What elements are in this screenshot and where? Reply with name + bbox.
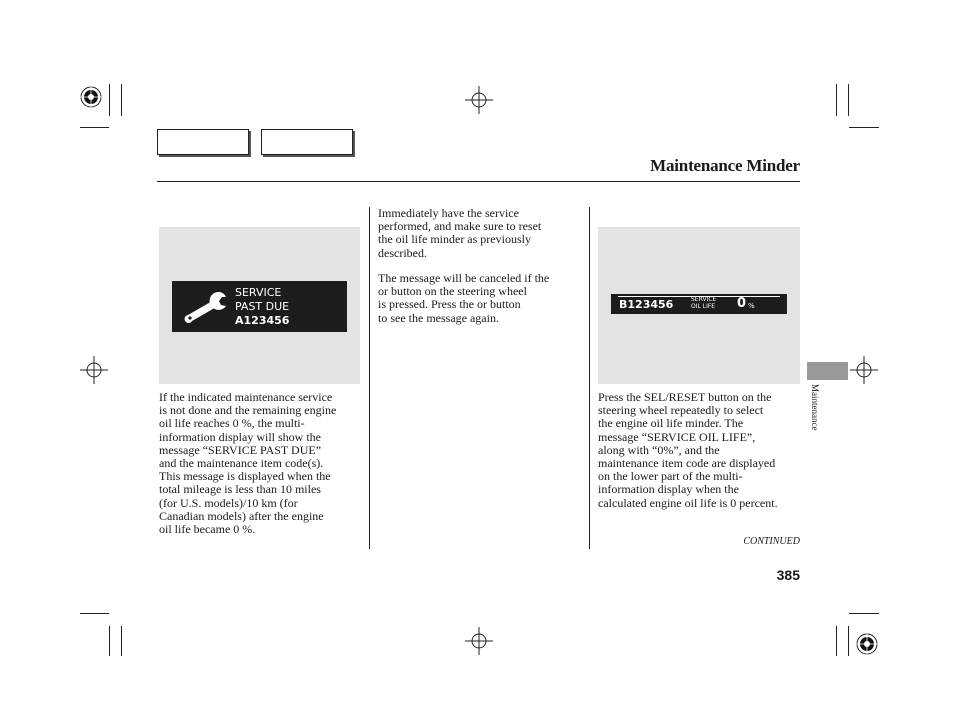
wrench-icon <box>180 288 232 324</box>
display-item-code: B123456 <box>619 298 674 311</box>
crop-line <box>836 626 837 656</box>
registration-crosshair-icon <box>850 356 878 384</box>
figure-service-oil-life <box>598 227 800 384</box>
column-divider <box>589 207 590 549</box>
crop-line <box>121 626 122 656</box>
page-number: 385 <box>776 567 800 583</box>
crop-line <box>109 84 110 116</box>
registration-crosshair-icon <box>80 356 108 384</box>
continued-label: CONTINUED <box>743 536 800 547</box>
crop-line <box>849 613 879 614</box>
display-line-past-due: PAST DUE <box>235 300 290 313</box>
display-percent-value: 0 <box>737 296 747 311</box>
right-column-text: Press the SEL/RESET button on the steering wheel repeatedly to select the engine oil life minder. The message “SERVICE OIL LIFE”, along with “0%”, and the maintenance item code are displayed on the lower part of the multi- information display when the calculated engine oil life is 0 percent. <box>598 390 778 510</box>
middle-column-text-1: Immediately have the service performed, and make sure to reset the oil life minder as previously described. <box>378 206 542 260</box>
registration-target-icon <box>856 633 878 655</box>
multi-info-display <box>172 281 347 332</box>
left-column-text: If the indicated maintenance service is not done and the remaining engine oil life reaches 0 %, the multi- information display will show the message “SERVICE PAST DUE” and the maintenance item code(s). This message is displayed when the total mileage is less than 10 miles (for U.S. models)/10 km (for Canadian models) after the engine oil life became 0 %. <box>159 390 337 537</box>
section-tab-label: Maintenance <box>810 384 820 431</box>
nav-tab-index[interactable] <box>261 129 353 155</box>
section-tab[interactable] <box>807 362 848 380</box>
crop-line <box>109 626 110 656</box>
nav-tab-contents[interactable] <box>157 129 249 155</box>
crop-line <box>836 84 837 116</box>
middle-column-text-2: The message will be canceled if the or button on the steering wheel is pressed. Press the or button to see the message again. <box>378 271 550 325</box>
display-label-service: SERVICE <box>691 296 717 303</box>
page-title: Maintenance Minder <box>650 156 800 175</box>
registration-crosshair-icon <box>465 627 493 655</box>
multi-info-display <box>611 294 787 314</box>
display-percent-sign: % <box>748 302 755 310</box>
crop-line <box>848 84 849 116</box>
display-label-oil-life: OIL LIFE <box>691 303 716 310</box>
display-item-code: A123456 <box>235 314 290 327</box>
crop-line <box>848 626 849 656</box>
header-rule <box>157 181 800 182</box>
crop-line <box>80 613 109 614</box>
display-line-service: SERVICE <box>235 286 282 299</box>
figure-service-past-due <box>159 227 360 384</box>
crop-line <box>849 127 879 128</box>
crop-line <box>121 84 122 116</box>
registration-target-icon <box>80 86 102 108</box>
column-divider <box>369 207 370 549</box>
crop-line <box>80 127 109 128</box>
registration-crosshair-icon <box>465 86 493 114</box>
